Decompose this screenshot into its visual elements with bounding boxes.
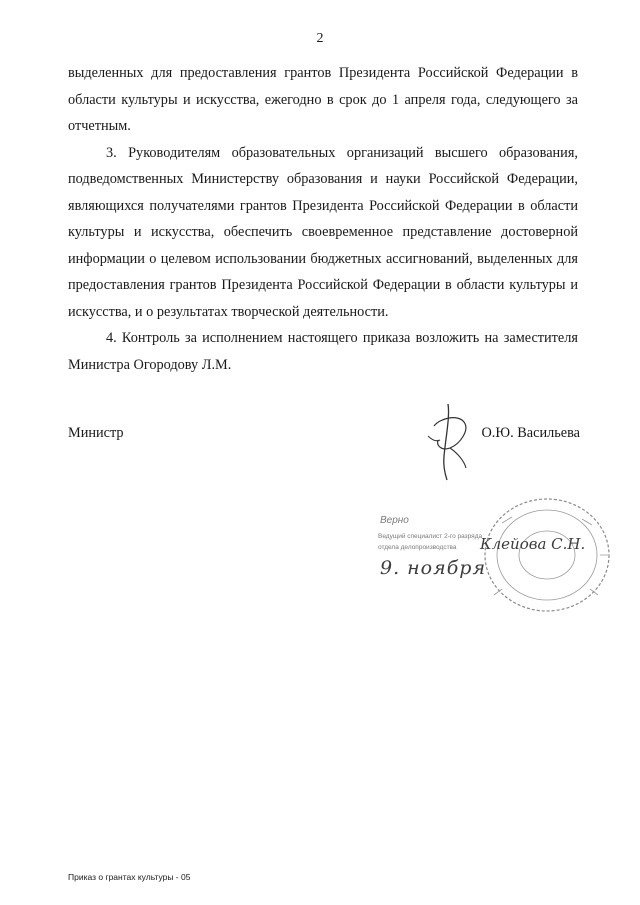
handwritten-signature-icon xyxy=(420,396,480,486)
signatory-title: Министр xyxy=(68,425,124,441)
stamp-department: отдела делопроизводства xyxy=(378,544,457,551)
stamp-handwritten-date: 9. ноября xyxy=(380,557,487,579)
signature-block xyxy=(68,425,580,455)
stamp-handwritten-name: Клейова С.Н. xyxy=(480,535,586,553)
paragraph-continuation: выделенных для предоставления грантов Президента Российской Федерации в области культуры и искусства, ежегодно в срок до 1 апреля года, следующего за отчетным. xyxy=(68,65,578,134)
paragraph-item-3: 3. Руководителям образовательных организаций высшего образования, подведомственных Министерству образования и науки Российской Федерации, являющихся получателями грантов Президента Российской Федерации в области культуры и искусства, обеспечить своевременное представление достоверной информации о целевом использовании бюджетных ассигнований, выделенных для предоставления грантов Президента Российской Федерации в области культуры и искусства, и о результатах творческой деятельности. xyxy=(68,144,578,320)
paragraph-item-4: 4. Контроль за исполнением настоящего приказа возложить на заместителя Министра Огородову Л.М. xyxy=(68,330,578,373)
seal-icon xyxy=(472,495,612,615)
page-number: 2 xyxy=(316,31,324,46)
document-body xyxy=(68,60,578,378)
stamp-position: Ведущий специалист 2-го разряда xyxy=(378,533,483,540)
footer-filename: Приказ о грантах культуры - 05 xyxy=(68,872,191,882)
certification-stamp xyxy=(372,495,612,615)
stamp-verno: Верно xyxy=(380,515,409,526)
signatory-name: О.Ю. Васильева xyxy=(481,425,580,441)
